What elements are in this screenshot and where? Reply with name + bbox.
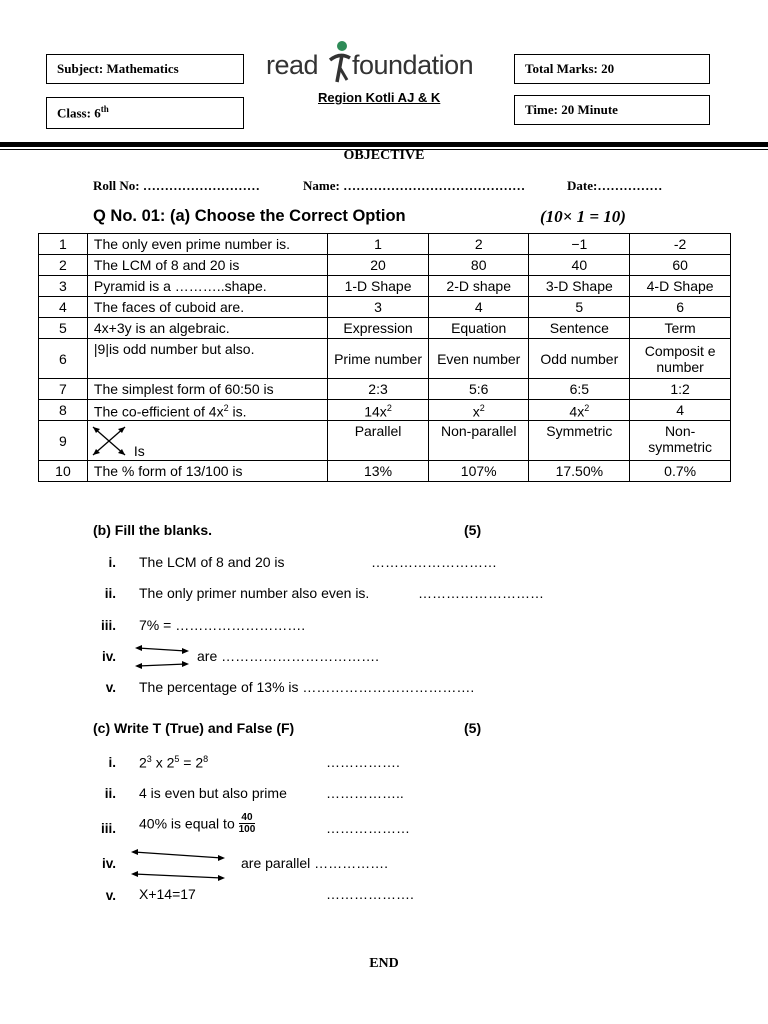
table-row xyxy=(39,339,731,379)
true-false-marks: (5) xyxy=(464,720,482,736)
option-d: 6 xyxy=(630,297,731,318)
row-number: 5 xyxy=(39,318,88,339)
list-item: The only primer number also even is. xyxy=(139,585,370,601)
option-d: 0.7% xyxy=(630,461,731,482)
header-divider-thick xyxy=(0,142,768,147)
option-c: Odd number xyxy=(529,339,630,379)
answer-blank: ……………………… xyxy=(371,554,497,570)
date-field: Date:…………… xyxy=(567,178,663,193)
option-a: 13% xyxy=(328,461,429,482)
table-row xyxy=(39,234,731,255)
option-a: Parallel xyxy=(328,421,429,461)
row-number: 10 xyxy=(39,461,88,482)
subject-label: Subject: Mathematics xyxy=(57,61,179,76)
option-b: $x^2$ xyxy=(429,400,529,421)
option-b: Non-parallel xyxy=(429,421,529,461)
table-row xyxy=(39,400,731,421)
option-d: -2 xyxy=(630,234,731,255)
class-label: Class: 6th xyxy=(57,104,109,121)
option-a: Expression xyxy=(328,318,429,339)
table-row xyxy=(39,379,731,400)
option-b: 5:6 xyxy=(429,379,529,400)
question-text: The only even prime number is. xyxy=(87,234,327,255)
total-marks-box xyxy=(514,54,710,84)
list-item: are parallel ……………. xyxy=(241,855,389,871)
true-false-heading: (c) Write T (True) and False (F) xyxy=(93,720,295,736)
option-b: 4 xyxy=(429,297,529,318)
fill-blanks-marks: (5) xyxy=(464,522,482,538)
logo-word-read: read xyxy=(266,50,319,80)
answer-blank: ……………… xyxy=(326,820,410,836)
question-1-heading: Q No. 01: (a) Choose the Correct Option xyxy=(93,207,406,225)
list-item-number: v. xyxy=(105,888,116,903)
list-item: 40% is equal to $\frac{40}{100}$ xyxy=(139,812,256,835)
list-item: 7% = ………………………. xyxy=(139,617,306,633)
row-number: 1 xyxy=(39,234,88,255)
list-item-number: iv. xyxy=(101,649,116,664)
table-row xyxy=(39,318,731,339)
option-c: 40 xyxy=(529,255,630,276)
question-text: The simplest form of 60:50 is xyxy=(87,379,327,400)
class-box xyxy=(46,97,244,129)
row-number: 9 xyxy=(39,421,88,461)
row-number: 8 xyxy=(39,400,88,421)
logo-word-foundation: foundation xyxy=(352,50,474,80)
table-row xyxy=(39,421,731,461)
mcq-table xyxy=(38,233,731,482)
time-label: Time: 20 Minute xyxy=(525,102,618,117)
time-box xyxy=(514,95,710,125)
list-item-number: iv. xyxy=(101,856,116,871)
fill-blanks-heading: (b) Fill the blanks. xyxy=(93,522,213,538)
option-c: 6:5 xyxy=(529,379,630,400)
logo-figure-icon xyxy=(326,40,354,84)
table-row xyxy=(39,276,731,297)
roll-no-field: Roll No: ……………………… xyxy=(93,178,260,193)
list-item: are ……………………………. xyxy=(197,648,380,664)
option-c: −1 xyxy=(529,234,630,255)
option-c: 3-D Shape xyxy=(529,276,630,297)
question-text: |9|is odd number but also. xyxy=(87,339,327,379)
list-item: 4 is even but also prime xyxy=(139,785,287,801)
option-a: Prime number xyxy=(328,339,429,379)
list-item: The LCM of 8 and 20 is xyxy=(139,554,285,570)
region-label: Region Kotli AJ & K xyxy=(318,90,441,105)
parallel-lines-arrows-icon xyxy=(128,846,228,882)
question-text: The faces of cuboid are. xyxy=(87,297,327,318)
row-number: 7 xyxy=(39,379,88,400)
option-a: $14x^2$ xyxy=(328,400,429,421)
question-text: The % form of 13/100 is xyxy=(87,461,327,482)
option-d: Non-symmetric xyxy=(630,421,731,461)
subject-box xyxy=(46,54,244,84)
end-label: END xyxy=(369,956,399,971)
question-text: The LCM of 8 and 20 is xyxy=(87,255,327,276)
list-item-number: v. xyxy=(105,680,116,695)
option-c: 5 xyxy=(529,297,630,318)
answer-blank: …………….. xyxy=(326,785,404,801)
option-d: 1:2 xyxy=(630,379,731,400)
option-c: 17.50% xyxy=(529,461,630,482)
read-foundation-logo xyxy=(266,40,506,88)
list-item-number: ii. xyxy=(104,786,116,801)
option-a: 1-D Shape xyxy=(328,276,429,297)
option-d: 4-D Shape xyxy=(630,276,731,297)
table-row xyxy=(39,255,731,276)
list-item-number: i. xyxy=(108,555,116,570)
table-row xyxy=(39,297,731,318)
two-lines-arrows-icon xyxy=(132,643,192,673)
option-c: Symmetric xyxy=(529,421,630,461)
answer-blank: ……………………… xyxy=(418,585,544,601)
total-marks-label: Total Marks: 20 xyxy=(525,61,615,76)
option-c: Sentence xyxy=(529,318,630,339)
question-1-marks: (10× 1 = 10) xyxy=(540,207,626,226)
list-item-number: iii. xyxy=(100,618,116,633)
option-a: 3 xyxy=(328,297,429,318)
option-d: Term xyxy=(630,318,731,339)
option-b: 2 xyxy=(429,234,529,255)
list-item-number: i. xyxy=(108,755,116,770)
name-field: Name: …………………………………… xyxy=(303,178,526,193)
row-number: 3 xyxy=(39,276,88,297)
question-text: Is xyxy=(87,421,327,461)
option-b: Equation xyxy=(429,318,529,339)
answer-blank: ……………. xyxy=(326,754,400,770)
question-text: 4x+3y is an algebraic. xyxy=(87,318,327,339)
option-c: $4x^2$ xyxy=(529,400,630,421)
option-a: 1 xyxy=(328,234,429,255)
list-item: $2^3$ x $2^5 = 2^8$ xyxy=(139,754,209,771)
option-d: Composit e number xyxy=(630,339,731,379)
list-item-number: iii. xyxy=(100,821,116,836)
list-item: The percentage of 13% is ………………………………. xyxy=(139,679,475,695)
option-b: 107% xyxy=(429,461,529,482)
answer-blank: ………………. xyxy=(326,886,414,902)
option-b: Even number xyxy=(429,339,529,379)
question-text: The co-efficient of $4x^2$ is. xyxy=(87,400,327,421)
question-text: Pyramid is a ………..shape. xyxy=(87,276,327,297)
row-number: 6 xyxy=(39,339,88,379)
option-b: 2-D shape xyxy=(429,276,529,297)
fraction: $\frac{40}{100}$ xyxy=(238,812,256,835)
option-a: 20 xyxy=(328,255,429,276)
row-number: 2 xyxy=(39,255,88,276)
objective-heading: OBJECTIVE xyxy=(343,148,425,163)
list-item-number: ii. xyxy=(104,586,116,601)
option-b: 80 xyxy=(429,255,529,276)
option-d: 60 xyxy=(630,255,731,276)
option-d: 4 xyxy=(630,400,731,421)
crossing-lines-icon xyxy=(89,423,131,459)
list-item: X+14=17 xyxy=(139,886,196,902)
row-number: 4 xyxy=(39,297,88,318)
table-row xyxy=(39,461,731,482)
option-a: 2:3 xyxy=(328,379,429,400)
